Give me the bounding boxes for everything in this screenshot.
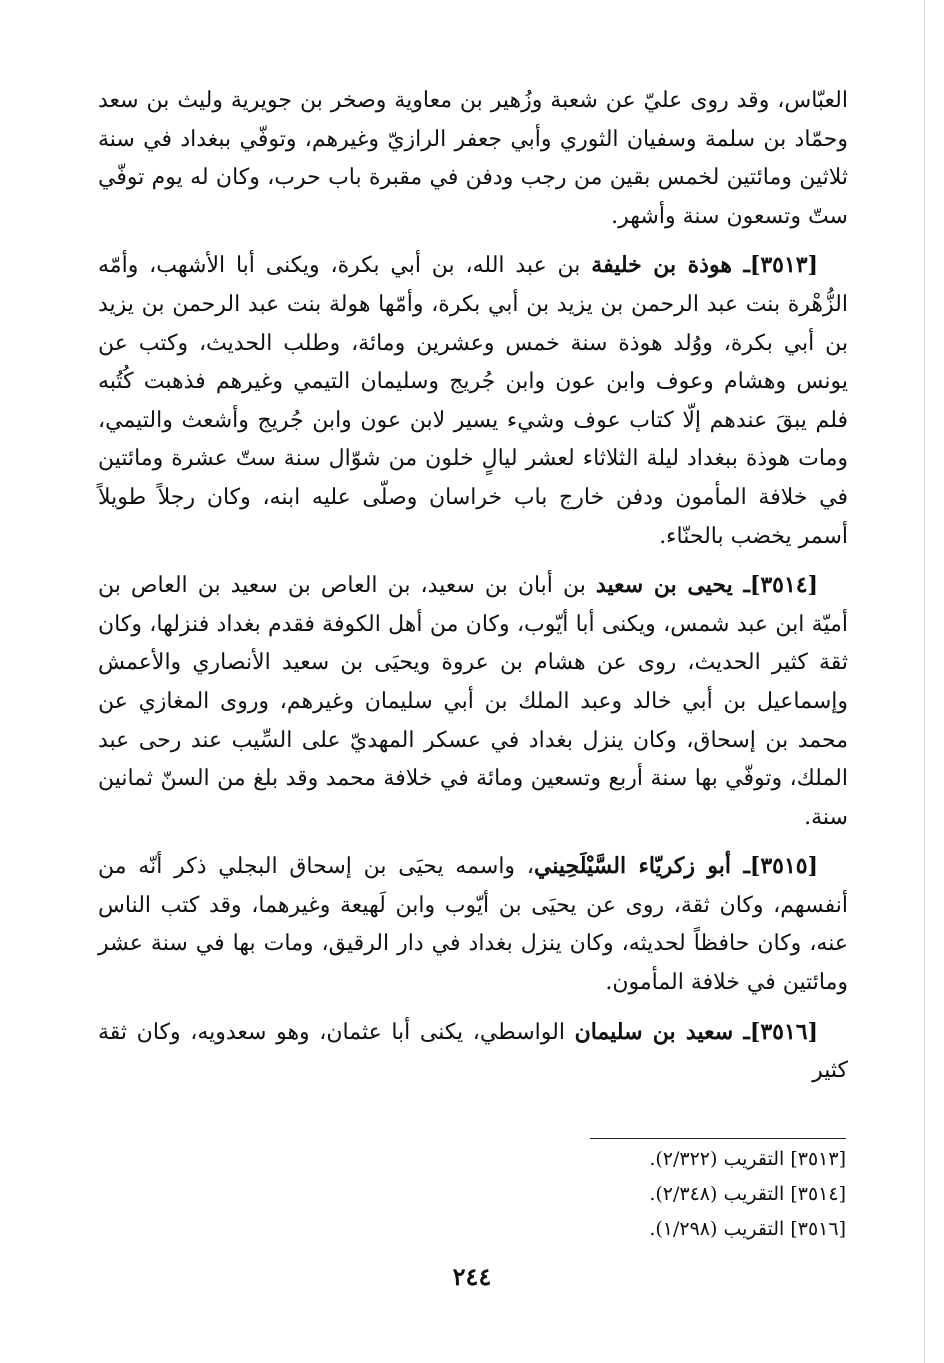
entry-3514 xyxy=(98,566,848,837)
footnote-3514: [٣٥١٤] التقريب (٢/٣٤٨). xyxy=(649,1183,846,1205)
entry-3513 xyxy=(98,246,848,556)
entry-name: ـ هوذة بن خليفة xyxy=(591,252,750,279)
entry-name: ـ يحيى بن سعيد xyxy=(595,572,750,599)
entry-number: [٣٥١٣] xyxy=(749,252,819,279)
footnote-divider xyxy=(590,1138,846,1139)
entry-number: [٣٥١٦] xyxy=(749,1018,818,1045)
entry-text: الواسطي، يكنى أبا عثمان، وهو سعدويه، وكان ثقة كثير xyxy=(98,1019,848,1084)
footnote-3516: [٣٥١٦] التقريب (١/٢٩٨). xyxy=(649,1218,846,1240)
page-number: ٢٤٤ xyxy=(452,1262,492,1291)
footnotes xyxy=(96,1142,846,1247)
paragraph-text: العبّاس، وقد روى عليّ عن شعبة وزُهير بن معاوية وصخر بن جويرية وليث بن سعد وحمّاد بن سلمة وسفيان الثوري وأبي جعفر الرازيّ وغيرهم، وتوفّي ببغداد في سنة ثلاثين ومائتين لخمس بقين من رجب ودفن في مقبرة باب حرب، وكان له يوم توفّي ستّ وتسعون سنة وأشهر. xyxy=(98,88,848,229)
entry-name: ـ أبو زكريّاء السَّيْلَحِيني xyxy=(533,853,750,880)
page-edge-line xyxy=(924,0,925,1363)
entry-text: ، واسمه يحيَى بن إسحاق البجلي ذكر أنّه من أنفسهم، وكان ثقة، روى عن يحيَى بن أيّوب وابن لَهيعة وغيرهما، وقد كتب الناس عنه، وكان حافظاً لحديثه، وكان ينزل بغداد في دار الرقيق، ومات بها في سنة عشر ومائتين في خلافة المأمون. xyxy=(98,854,848,996)
entry-text: بن عبد الله، بن أبي بكرة، ويكنى أبا الأشهب، وأمّه الزُّهْرة بنت عبد الرحمن بن يزيد بن أبي بكرة، وأمّها هولة بنت عبد الرحمن بن يزيد بن أبي بكرة، ووُلد هوذة سنة خمس وعشرين ومائة، وطلب الحديث، وكتب عن يونس وهشام وعوف وابن عون وابن جُريج وسليمان التيمي وغيرهم فذهبت كُتُبه فلم يبقَ عندهم إلّا كتاب عوف وشيء يسير لابن عون وابن جُريج وأشعث والتيمي، ومات هوذة ببغداد ليلة الثلاثاء لعشر ليالٍ خلون من شوّال سنة ستّ عشرة ومائتين في خلافة المأمون ودفن خارج باب خراسان وصلّى عليه ابنه، وكان رجلاً طويلاً أسمر يخضب بالحنّاء. xyxy=(98,253,848,549)
entry-3516 xyxy=(98,1013,848,1091)
main-text xyxy=(98,82,848,1101)
footnote-3513: [٣٥١٣] التقريب (٢/٣٢٢). xyxy=(649,1148,846,1170)
paragraph-continuation xyxy=(98,82,848,236)
entry-number: [٣٥١٤] xyxy=(749,572,818,599)
entry-3515 xyxy=(98,847,848,1002)
entry-text: بن أبان بن سعيد، بن العاص بن سعيد بن العاص بن أميّة ابن عبد شمس، ويكنى أبا أيّوب، وكان من أهل الكوفة فقدم بغداد فنزلها، وكان ثقة كثير الحديث، روى عن هشام بن عروة ويحيَى بن سعيد الأنصاري والأعمش وإسماعيل بن أبي خالد وعبد الملك بن أبي سليمان وغيرهم، وروى المغازي عن محمد بن إسحاق، وكان ينزل بغداد في عسكر المهديّ على السِّيب عند رحى عبد الملك، وتوفّي بها سنة أربع وتسعين ومائة في خلافة محمد وقد بلغ من السنّ ثمانين سنة. xyxy=(98,573,848,830)
entry-number: [٣٥١٥] xyxy=(749,853,819,880)
entry-name: ـ سعيد بن سليمان xyxy=(574,1018,750,1045)
